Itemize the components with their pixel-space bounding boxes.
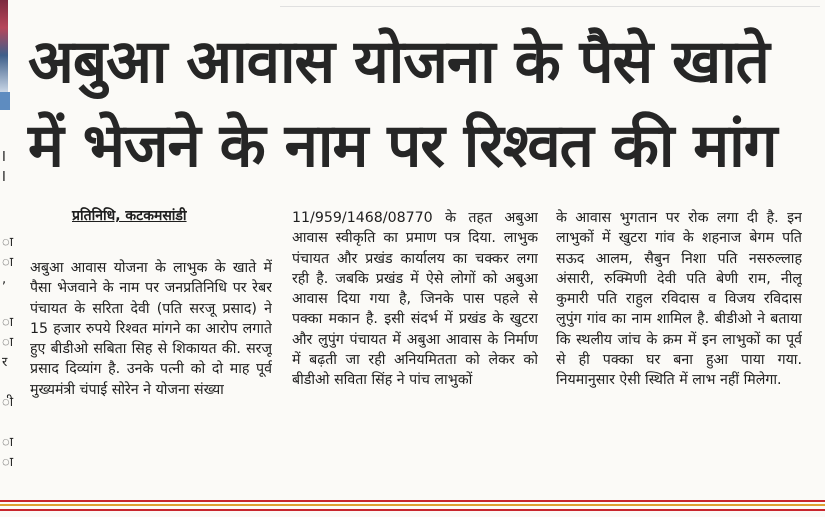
article-column-3 (556, 208, 802, 488)
adjacent-photo-edge (0, 0, 8, 92)
column-3-text: के आवास भुगतान पर रोक लगा दी है. इन लाभुकों में खुटरा गांव के शहनाज बेगम पति सऊद आलम, सैबुन निशा पति नसरुल्लाह अंसारी, रुक्मिणी देवी पति बेणी राम, नीलू कुमारी पति राहुल रविदास व विजय रविदास लुपुंग गांव का नाम शामिल है. बीडीओ ने बताया कि स्थलीय जांच के क्रम में इन लाभुकों का पूर्व से ही पक्का घर बना हुआ पाया गया. नियमानुसार ऐसी स्थिति में लाभ नहीं मिलेगा. (556, 210, 802, 389)
cut-glyph: I (2, 150, 6, 165)
cut-glyph: ा (2, 455, 14, 470)
cut-glyph: ा (2, 315, 14, 330)
cut-glyph: ा (2, 255, 14, 270)
byline: प्रतिनिधि, कटकमसांडी (72, 208, 187, 224)
cut-glyph: ा (2, 335, 14, 350)
article-column-1 (30, 258, 272, 488)
headline-line-1: अबुआ आवास योजना के पैसे खाते (28, 27, 769, 97)
cut-glyph: , (2, 272, 7, 287)
cut-glyph: ा (2, 435, 14, 450)
bottom-rule-red (0, 500, 825, 502)
bottom-rule-red-2 (0, 509, 825, 511)
adjacent-photo-edge-lower (0, 92, 10, 110)
cut-glyph: ी (2, 395, 14, 410)
cut-glyph: I (2, 170, 6, 185)
cut-glyph: ा (2, 235, 14, 250)
article-column-2 (292, 208, 538, 488)
cut-glyph: र (2, 355, 8, 370)
headline-line-2: में भेजने के नाम पर रिश्वत की मांग (28, 111, 777, 181)
clipped-previous-text (280, 0, 820, 7)
column-2-text: 11/959/1468/08770 के तहत अबुआ आवास स्वीकृति का प्रमाण पत्र दिया. लाभुक पंचायत और प्रखंड कार्यालय का चक्कर लगा रही है. जबकि प्रखंड में ऐसे लोगों को अबुआ आवास दिया गया है, जिनके पास पहले से पक्का मकान है. इसी संदर्भ में प्रखंड के खुटरा और लुपुंग पंचायत में अबुआ आवास के निर्माण में बढ़ती जा रही अनियमितता को लेकर को बीडीओ सविता सिंह ने पांच लाभुकों (292, 210, 538, 389)
left-cut-column (0, 0, 14, 517)
column-1-text: अबुआ आवास योजना के लाभुक के खाते में पैसा भेजवाने के नाम पर जनप्रतिनिधि पर रेबर पंचायत के सरिता देवी (पति सरजू प्रसाद) ने 15 हजार रुपये रिश्वत मांगने का आरोप लगाते हुए बीडीओ सबिता सिह से शिकायत की. सरजू प्रसाद दिव्यांग है. उनके पत्नी को दो माह पूर्व मुख्यमंत्री चंपाई सोरेन ने योजना संख्या (30, 260, 272, 398)
bottom-rule-gold (0, 504, 825, 506)
